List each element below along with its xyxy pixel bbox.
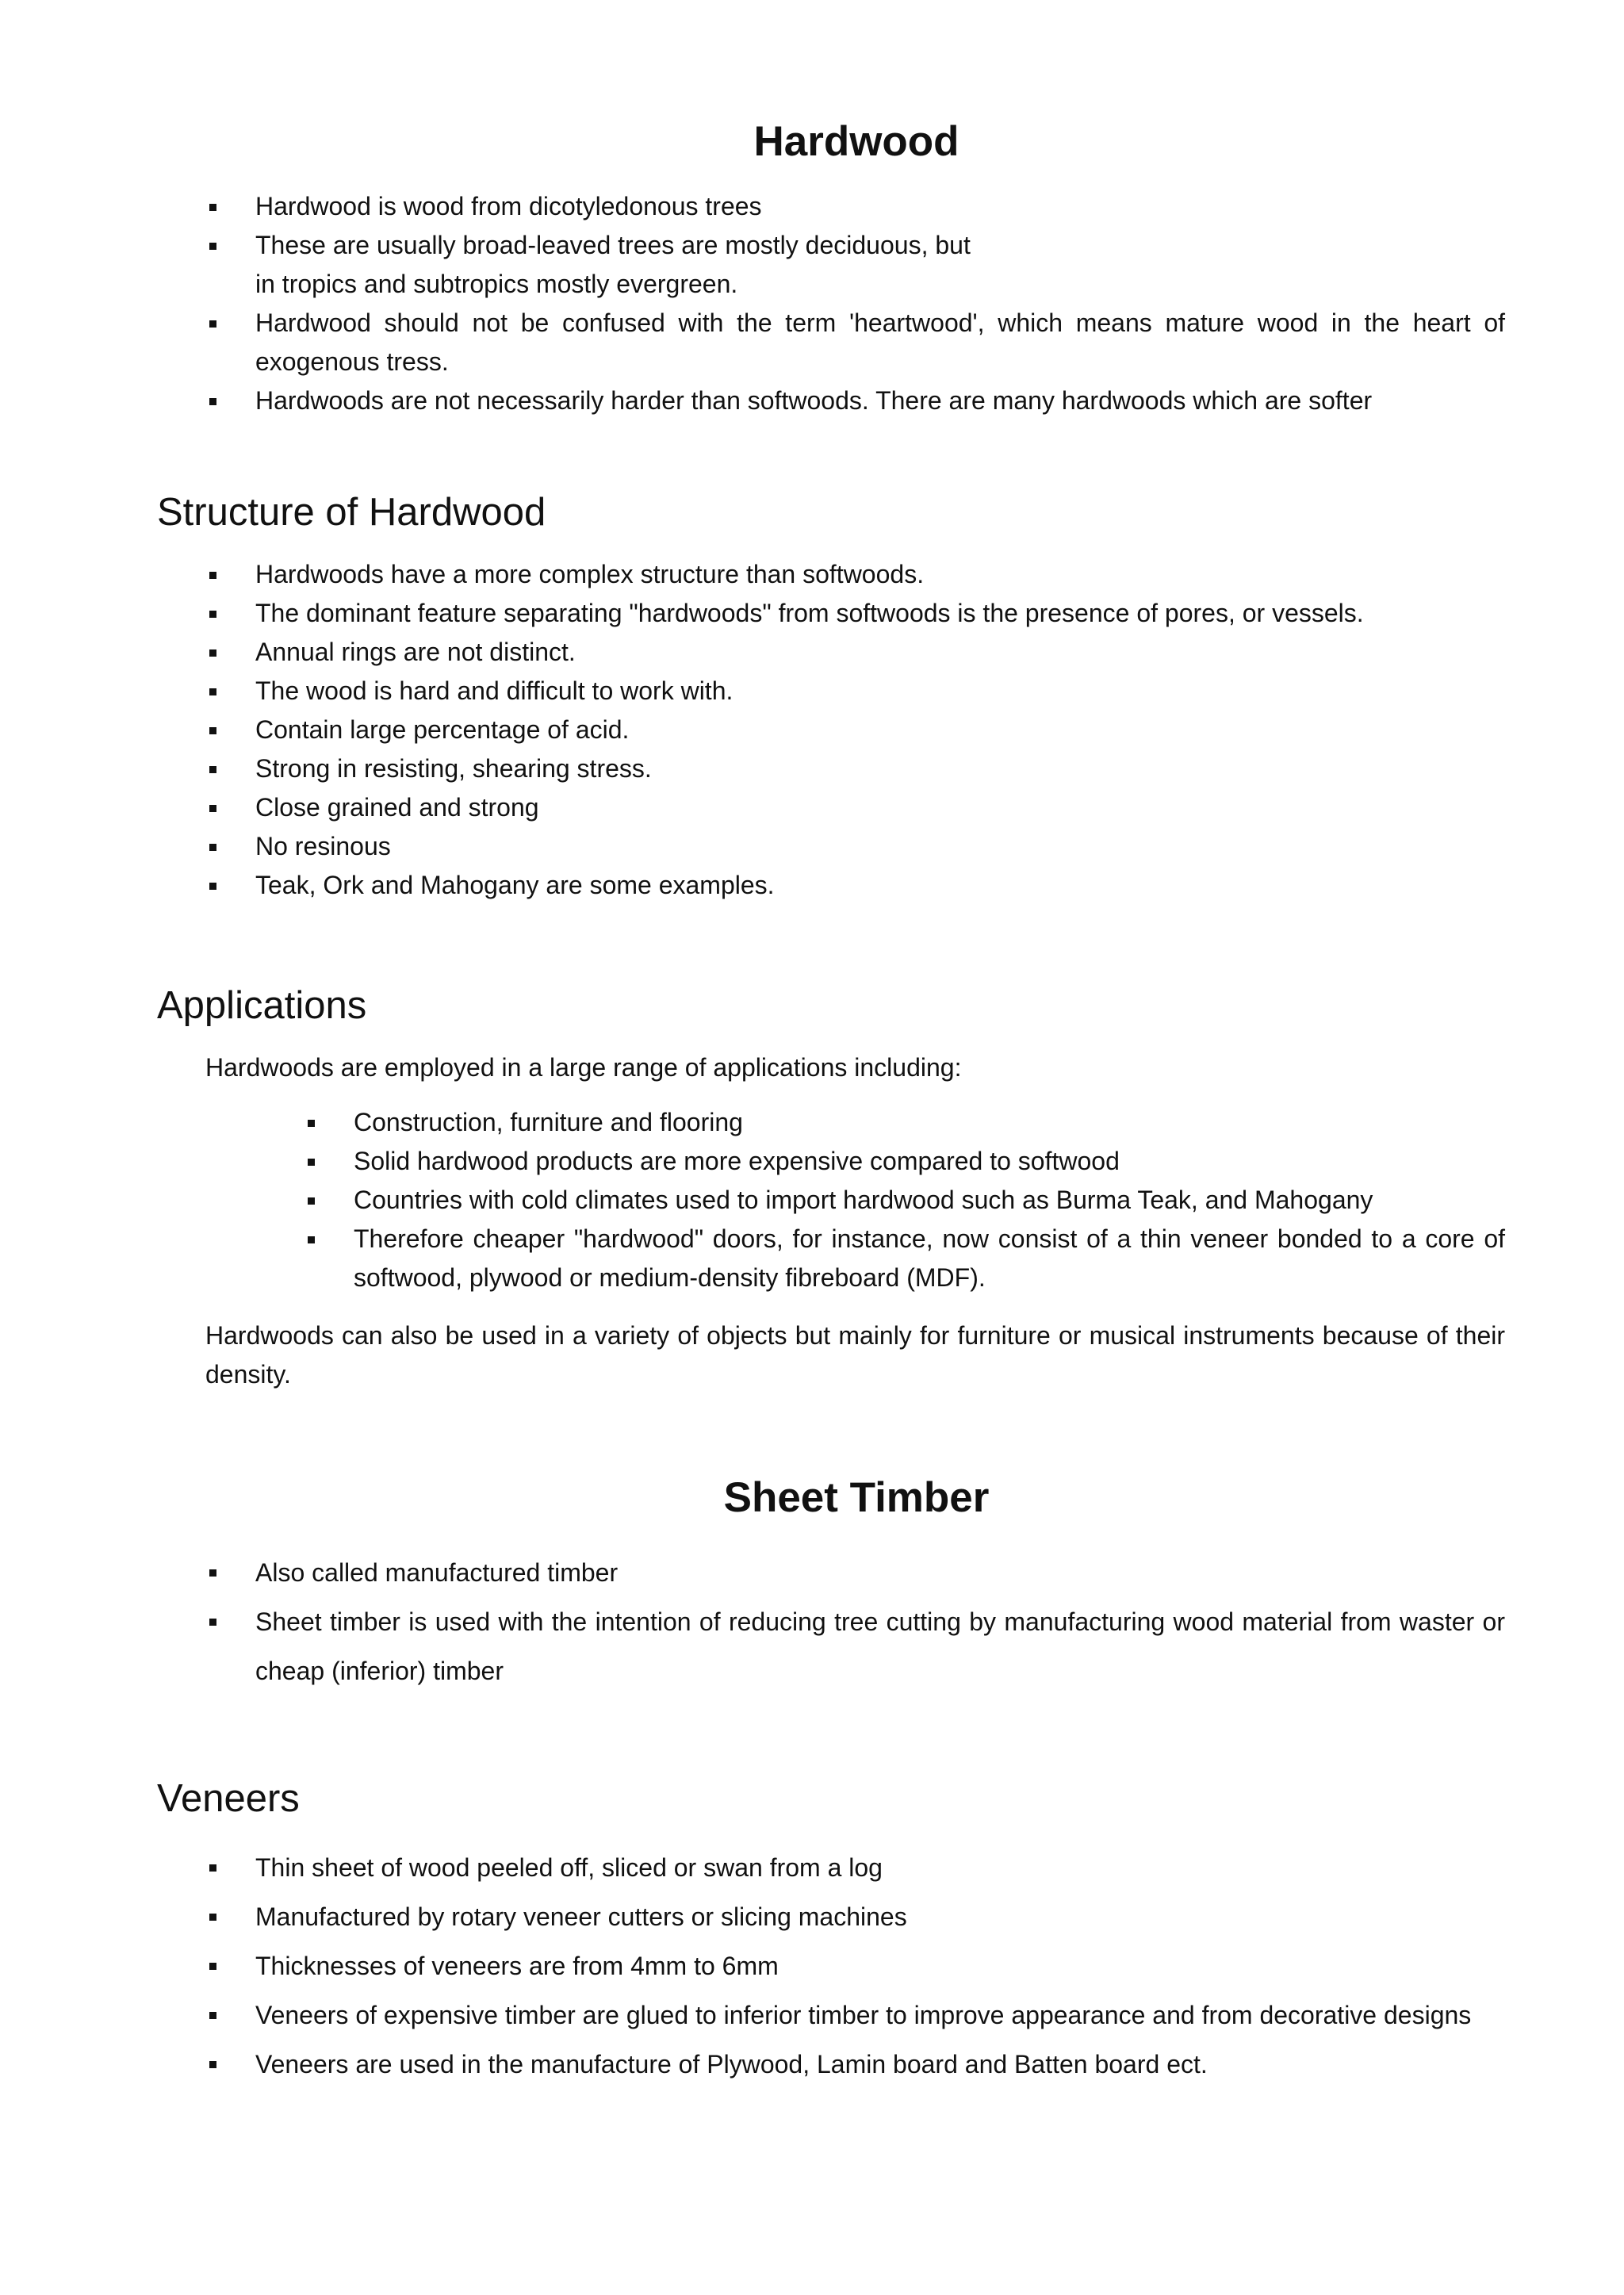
list-item-text: Teak, Ork and Mahogany are some examples. — [255, 871, 775, 899]
bullet-square-icon — [209, 1914, 216, 1921]
list-item — [354, 1181, 1505, 1220]
list-item — [255, 381, 1505, 420]
list-item-text: Countries with cold climates used to import hardwood such as Burma Teak, and Mahogany — [354, 1186, 1373, 1214]
list-item — [255, 1843, 1505, 1892]
list-item — [255, 672, 1505, 711]
bullet-square-icon — [209, 320, 216, 328]
list-item — [354, 1142, 1505, 1181]
list-item-text: Strong in resisting, shearing stress. — [255, 754, 652, 783]
veneers-bullet-list — [255, 1843, 1505, 2089]
bullet-square-icon — [209, 766, 216, 773]
list-item — [255, 788, 1505, 827]
list-item-text: Construction, furniture and flooring — [354, 1108, 743, 1136]
list-item — [255, 187, 1505, 226]
list-item — [255, 226, 1505, 265]
list-item — [255, 594, 1505, 633]
bullet-square-icon — [209, 727, 216, 734]
bullet-square-icon — [209, 1864, 216, 1872]
list-item — [255, 1990, 1505, 2040]
list-item-text: Sheet timber is used with the intention of reducing tree cutting by manufacturing wood material from waster or cheap (inferior) timber — [255, 1607, 1505, 1685]
bullet-square-icon — [209, 243, 216, 250]
list-item-text: Hardwoods have a more complex structure than softwoods. — [255, 560, 925, 588]
applications-outro: Hardwoods can also be used in a variety of objects but mainly for furniture or musical instruments because of their density. — [205, 1321, 1505, 1389]
veneers-heading: Veneers — [157, 1777, 300, 1820]
bullet-square-icon — [209, 2061, 216, 2068]
bullet-square-icon — [209, 649, 216, 657]
bullet-square-icon — [308, 1236, 315, 1243]
bullet-square-icon — [308, 1159, 315, 1166]
bullet-square-icon — [209, 688, 216, 695]
applications-intro: Hardwoods are employed in a large range of applications including: — [205, 1053, 962, 1082]
list-item-text: in tropics and subtropics mostly evergreen. — [255, 270, 738, 298]
list-item-text: Close grained and strong — [255, 793, 539, 822]
list-item-text: No resinous — [255, 832, 391, 860]
hardwood-title: Hardwood — [753, 118, 959, 165]
hardwood-bullet-list — [255, 187, 1505, 420]
list-item-text: The dominant feature separating "hardwoods" from softwoods is the presence of pores, or vessels. — [255, 599, 1364, 627]
list-item-text: Thicknesses of veneers are from 4mm to 6mm — [255, 1952, 779, 1980]
bullet-square-icon — [209, 1963, 216, 1970]
list-item-text: Manufactured by rotary veneer cutters or slicing machines — [255, 1902, 907, 1931]
structure-bullet-list — [255, 555, 1505, 905]
bullet-square-icon — [209, 398, 216, 405]
list-item — [255, 1548, 1505, 1597]
list-item — [255, 866, 1505, 905]
list-item — [354, 1220, 1505, 1297]
bullet-square-icon — [209, 883, 216, 890]
list-item — [354, 1103, 1505, 1142]
bullet-square-icon — [308, 1197, 315, 1205]
bullet-square-icon — [209, 1569, 216, 1577]
list-item — [255, 711, 1505, 749]
bullet-square-icon — [209, 572, 216, 579]
list-item — [255, 304, 1505, 381]
list-item — [255, 633, 1505, 672]
applications-bullet-list — [354, 1103, 1505, 1297]
bullet-square-icon — [209, 2012, 216, 2019]
bullet-square-icon — [209, 611, 216, 618]
list-item-text: Therefore cheaper "hardwood" doors, for instance, now consist of a thin veneer bonded to a core of softwood, plywood or medium-density fibreboard (MDF). — [354, 1224, 1505, 1292]
list-item — [255, 555, 1505, 594]
list-item-text: Hardwood should not be confused with the term 'heartwood', which means mature wood in the heart of exogenous tress. — [255, 308, 1505, 376]
list-item-text: Veneers are used in the manufacture of Plywood, Lamin board and Batten board ect. — [255, 2050, 1208, 2079]
list-item — [255, 2040, 1505, 2089]
bullet-square-icon — [308, 1120, 315, 1127]
list-item-text: Solid hardwood products are more expensive compared to softwood — [354, 1147, 1120, 1175]
list-item-text: The wood is hard and difficult to work with. — [255, 676, 733, 705]
list-item-text: Also called manufactured timber — [255, 1558, 619, 1587]
bullet-square-icon — [209, 805, 216, 812]
bullet-square-icon — [209, 844, 216, 851]
structure-heading: Structure of Hardwood — [157, 491, 546, 534]
list-item — [255, 827, 1505, 866]
list-item-text: Veneers of expensive timber are glued to inferior timber to improve appearance and from decorative designs — [255, 2001, 1472, 2029]
list-item — [255, 1941, 1505, 1990]
list-item-text: Hardwood is wood from dicotyledonous trees — [255, 192, 762, 220]
sheet-timber-title: Sheet Timber — [723, 1474, 990, 1521]
list-item-text: Annual rings are not distinct. — [255, 638, 576, 666]
list-item-continuation — [255, 265, 1505, 304]
list-item-text: Hardwoods are not necessarily harder than softwoods. There are many hardwoods which are softer — [255, 386, 1373, 415]
bullet-square-icon — [209, 1619, 216, 1626]
bullet-square-icon — [209, 204, 216, 211]
list-item — [255, 749, 1505, 788]
list-item-text: Contain large percentage of acid. — [255, 715, 630, 744]
list-item-text: These are usually broad-leaved trees are mostly deciduous, but — [255, 231, 971, 259]
list-item-text: Thin sheet of wood peeled off, sliced or swan from a log — [255, 1853, 883, 1882]
list-item — [255, 1892, 1505, 1941]
sheet-timber-bullet-list — [255, 1548, 1505, 1695]
applications-heading: Applications — [157, 984, 367, 1027]
list-item — [255, 1597, 1505, 1695]
